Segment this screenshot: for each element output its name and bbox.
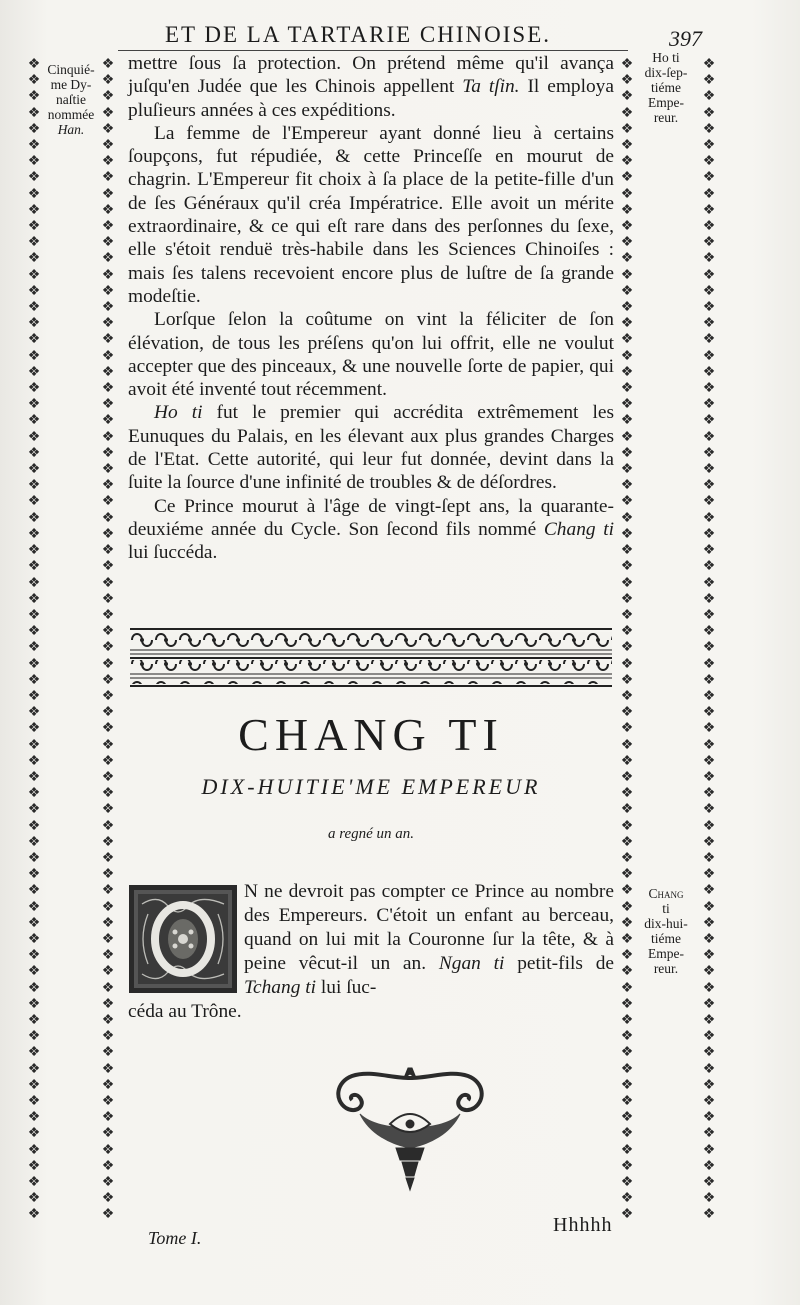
right-outer-border: ❖❖❖❖❖❖❖❖❖❖❖❖❖❖❖❖❖❖❖❖❖❖❖❖❖❖❖❖❖❖❖❖❖❖❖❖❖❖❖❖❖❖❖❖❖❖❖❖❖❖❖❖❖❖❖❖❖❖❖❖❖❖❖❖❖❖❖❖❖❖❖❖ <box>702 56 716 1223</box>
paragraph-4: Ho ti fut le premier qui accrédita extrêmement les Eunuques du Palais, en les élevant aux plus grandes Charges de l'Etat. Cette autorité, qui leur fut donnée, devint dans la ſuite la ſource d'une infinité de troubles & de déſordres. <box>128 402 614 494</box>
chapter-title: CHANG TI <box>238 709 504 760</box>
margin-note-chang-ti: Chang ti dix-hui- tiéme Empe- reur. <box>644 886 688 976</box>
signature-mark: Hhhhh <box>553 1214 613 1236</box>
chapter-subtitle: DIX-HUITIE'ME EMPEREUR <box>201 774 541 799</box>
paragraph-1: mettre ſous ſa protection. On prétend même qu'il avança juſqu'en Judée que les Chinois appellent Ta tſin. Il employa pluſieurs années à ces expéditions. <box>128 53 614 121</box>
header-rule <box>118 50 628 51</box>
left-outer-border: ❖❖❖❖❖❖❖❖❖❖❖❖❖❖❖❖❖❖❖❖❖❖❖❖❖❖❖❖❖❖❖❖❖❖❖❖❖❖❖❖❖❖❖❖❖❖❖❖❖❖❖❖❖❖❖❖❖❖❖❖❖❖❖❖❖❖❖❖❖❖❖❖ <box>27 56 41 1223</box>
margin-note-dynasty: Cinquié- me Dy- naſtie nommée Han. <box>47 62 95 137</box>
page-number: 397 <box>669 26 702 51</box>
left-inner-border: ❖❖❖❖❖❖❖❖❖❖❖❖❖❖❖❖❖❖❖❖❖❖❖❖❖❖❖❖❖❖❖❖❖❖❖❖❖❖❖❖❖❖❖❖❖❖❖❖❖❖❖❖❖❖❖❖❖❖❖❖❖❖❖❖❖❖❖❖❖❖❖❖ <box>101 56 115 1223</box>
chapter-text: N ne devroit pas compter ce Prince au nombre des Empereurs. C'étoit un enfant au berceau, quand on lui mit la Couronne ſur la tête, & à peine vêcut-il un an. Ngan ti petit-fils de Tchang ti lui ſuc- <box>244 881 614 998</box>
tailpiece-ornament <box>330 1064 490 1194</box>
right-inner-border: ❖❖❖❖❖❖❖❖❖❖❖❖❖❖❖❖❖❖❖❖❖❖❖❖❖❖❖❖❖❖❖❖❖❖❖❖❖❖❖❖❖❖❖❖❖❖❖❖❖❖❖❖❖❖❖❖❖❖❖❖❖❖❖❖❖❖❖❖❖❖❖❖ <box>620 56 634 1223</box>
margin-note-ho-ti: Ho ti dix-ſep- tiéme Empe- reur. <box>644 50 688 125</box>
main-text <box>128 52 614 565</box>
paragraph-2: La femme de l'Empereur ayant donné lieu à certains ſoupçons, fut répudiée, & cette Princeſſe en mourut de chagrin. L'Empereur fit choix à ſa place de la petite-fille d'un de ſes Généraux qu'il créa Impératrice. Elle avoit un mérite extraordinaire, & ce qui eſt rare dans des perſonnes du ſexe, elle s'étoit renduë très-habile dans les Sciences Chinoiſes : mais ſes talens recevoient encore plus de luſtre de ſa grande modeſtie. <box>128 122 614 307</box>
volume-label: Tome I. <box>148 1228 202 1248</box>
reign-length: a regné un an. <box>327 826 415 842</box>
running-head: ET DE LA TARTARIE CHINOISE. <box>164 22 552 47</box>
paragraph-3: Lorſque ſelon la coûtume on vint la féliciter de ſon élévation, de tous les préſens qu'on lui offrit, elle ne voulut accepter que des pinceaux, & une nouvelle ſorte de papier, qui avoit été inventé tout récemment. <box>128 309 614 401</box>
decorated-initial-o <box>128 884 238 994</box>
headpiece-ornament <box>130 628 612 688</box>
chapter-text-tail: céda au Trône. <box>128 1001 242 1022</box>
paragraph-5: Ce Prince mourut à l'âge de vingt-ſept ans, la quarante-deuxiéme année du Cycle. Son ſecond fils nommé Chang ti lui ſuccéda. <box>128 495 614 564</box>
